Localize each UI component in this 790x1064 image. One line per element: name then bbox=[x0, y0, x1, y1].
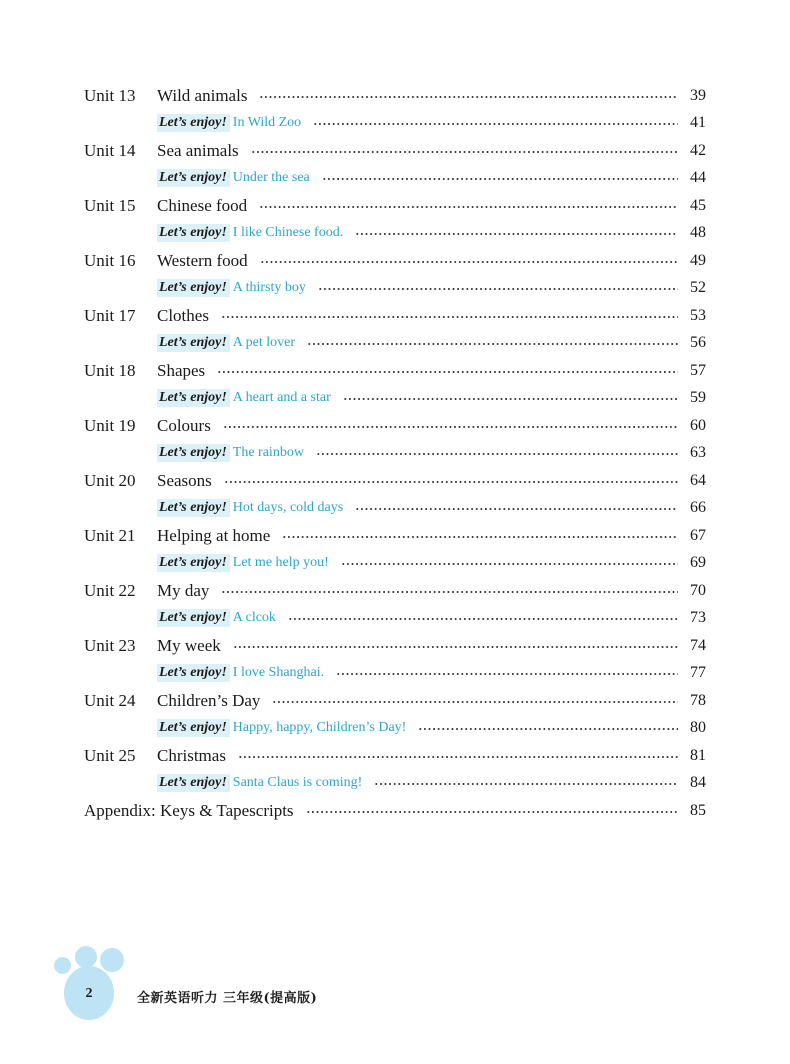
dot-leader bbox=[223, 426, 678, 428]
enjoy-wrap bbox=[157, 224, 343, 242]
toc-enjoy-entry[interactable] bbox=[84, 220, 706, 248]
dot-leader bbox=[221, 316, 678, 318]
toc-enjoy-entry[interactable] bbox=[84, 330, 706, 358]
toc-enjoy-entry[interactable] bbox=[84, 385, 706, 413]
dot-leader bbox=[355, 508, 678, 510]
dot-leader bbox=[313, 123, 678, 125]
toc-unit-entry[interactable] bbox=[84, 687, 706, 715]
lets-enjoy-label: Let’s enjoy! bbox=[157, 609, 230, 627]
unit-page-number: 81 bbox=[690, 746, 706, 764]
paw-print-icon bbox=[52, 944, 132, 1024]
enjoy-page-number: 84 bbox=[690, 774, 706, 792]
lets-enjoy-label: Let’s enjoy! bbox=[157, 169, 230, 187]
enjoy-page-number: 59 bbox=[690, 389, 706, 407]
toc-unit-entry[interactable] bbox=[84, 742, 706, 770]
unit-number: Unit 19 bbox=[84, 415, 136, 435]
unit-title: Seasons bbox=[157, 470, 212, 490]
unit-title: Colours bbox=[157, 415, 211, 435]
unit-number: Unit 13 bbox=[84, 85, 136, 105]
dot-leader bbox=[238, 756, 678, 758]
dot-leader bbox=[272, 701, 678, 703]
toc-unit-entry[interactable] bbox=[84, 632, 706, 660]
toc-enjoy-entry[interactable] bbox=[84, 660, 706, 688]
enjoy-wrap bbox=[157, 719, 406, 737]
appendix-entry[interactable] bbox=[84, 797, 706, 825]
unit-number: Unit 15 bbox=[84, 195, 136, 215]
enjoy-title: A thirsty boy bbox=[232, 280, 306, 296]
toc-unit-entry[interactable] bbox=[84, 82, 706, 110]
unit-page-number: 70 bbox=[690, 581, 706, 599]
unit-title: Chinese food bbox=[157, 195, 248, 215]
dot-leader bbox=[260, 261, 678, 263]
enjoy-page-number: 52 bbox=[690, 279, 706, 297]
unit-page-number: 57 bbox=[690, 361, 706, 379]
appendix-page-number: 85 bbox=[690, 801, 706, 819]
unit-page-number: 42 bbox=[690, 141, 706, 159]
dot-leader bbox=[307, 343, 678, 345]
lets-enjoy-label: Let’s enjoy! bbox=[157, 774, 230, 792]
enjoy-title: Hot days, cold days bbox=[232, 500, 344, 516]
lets-enjoy-label: Let’s enjoy! bbox=[157, 224, 230, 242]
dot-leader bbox=[336, 673, 678, 675]
appendix-title: Appendix: Keys & Tapescripts bbox=[84, 800, 294, 820]
dot-leader bbox=[217, 371, 678, 373]
unit-page-number: 49 bbox=[690, 251, 706, 269]
enjoy-title: The rainbow bbox=[232, 445, 304, 461]
enjoy-page-number: 66 bbox=[690, 499, 706, 517]
toc-unit-entry[interactable] bbox=[84, 137, 706, 165]
dot-leader bbox=[306, 811, 678, 813]
enjoy-title: Santa Claus is coming! bbox=[232, 775, 363, 791]
toc-unit-entry[interactable] bbox=[84, 412, 706, 440]
enjoy-page-number: 48 bbox=[690, 224, 706, 242]
enjoy-wrap bbox=[157, 279, 306, 297]
unit-title: Helping at home bbox=[157, 525, 271, 545]
unit-title: Shapes bbox=[157, 360, 206, 380]
toc-unit-entry[interactable] bbox=[84, 467, 706, 495]
dot-leader bbox=[322, 178, 678, 180]
unit-number: Unit 18 bbox=[84, 360, 136, 380]
unit-title: Clothes bbox=[157, 305, 209, 325]
unit-title: Western food bbox=[157, 250, 248, 270]
dot-leader bbox=[374, 783, 678, 785]
enjoy-wrap bbox=[157, 169, 310, 187]
enjoy-page-number: 73 bbox=[690, 609, 706, 627]
lets-enjoy-label: Let’s enjoy! bbox=[157, 499, 230, 517]
enjoy-wrap bbox=[157, 334, 295, 352]
unit-page-number: 78 bbox=[690, 691, 706, 709]
toc-enjoy-entry[interactable] bbox=[84, 715, 706, 743]
lets-enjoy-label: Let’s enjoy! bbox=[157, 664, 230, 682]
toc-enjoy-entry[interactable] bbox=[84, 495, 706, 523]
unit-title: My day bbox=[157, 580, 210, 600]
unit-number: Unit 17 bbox=[84, 305, 136, 325]
dot-leader bbox=[343, 398, 678, 400]
dot-leader bbox=[282, 536, 678, 538]
enjoy-title: In Wild Zoo bbox=[232, 115, 302, 131]
enjoy-title: A pet lover bbox=[232, 335, 295, 351]
book-title: 全新英语听力 三年级(提高版) bbox=[137, 991, 318, 1006]
enjoy-wrap bbox=[157, 444, 304, 462]
enjoy-page-number: 63 bbox=[690, 444, 706, 462]
enjoy-title: I love Shanghai. bbox=[232, 665, 325, 681]
dot-leader bbox=[233, 646, 678, 648]
dot-leader bbox=[259, 96, 678, 98]
toc-enjoy-entry[interactable] bbox=[84, 110, 706, 138]
enjoy-title: A heart and a star bbox=[232, 390, 331, 406]
enjoy-title: Let me help you! bbox=[232, 555, 329, 571]
enjoy-wrap bbox=[157, 499, 343, 517]
dot-leader bbox=[221, 591, 678, 593]
toc-enjoy-entry[interactable] bbox=[84, 550, 706, 578]
unit-number: Unit 25 bbox=[84, 745, 136, 765]
toc-unit-entry[interactable] bbox=[84, 192, 706, 220]
dot-leader bbox=[418, 728, 678, 730]
enjoy-page-number: 80 bbox=[690, 719, 706, 737]
page-number: 2 bbox=[85, 986, 93, 1001]
toc-unit-entry[interactable] bbox=[84, 357, 706, 385]
enjoy-page-number: 44 bbox=[690, 169, 706, 187]
unit-number: Unit 20 bbox=[84, 470, 136, 490]
unit-title: My week bbox=[157, 635, 221, 655]
enjoy-page-number: 69 bbox=[690, 554, 706, 572]
unit-page-number: 53 bbox=[690, 306, 706, 324]
lets-enjoy-label: Let’s enjoy! bbox=[157, 114, 230, 132]
unit-page-number: 60 bbox=[690, 416, 706, 434]
enjoy-wrap bbox=[157, 554, 329, 572]
unit-page-number: 39 bbox=[690, 86, 706, 104]
lets-enjoy-label: Let’s enjoy! bbox=[157, 279, 230, 297]
toc-enjoy-entry[interactable] bbox=[84, 440, 706, 468]
unit-number: Unit 14 bbox=[84, 140, 136, 160]
unit-number: Unit 23 bbox=[84, 635, 136, 655]
unit-page-number: 64 bbox=[690, 471, 706, 489]
lets-enjoy-label: Let’s enjoy! bbox=[157, 719, 230, 737]
enjoy-title: I like Chinese food. bbox=[232, 225, 344, 241]
unit-page-number: 45 bbox=[690, 196, 706, 214]
enjoy-page-number: 41 bbox=[690, 114, 706, 132]
unit-title: Sea animals bbox=[157, 140, 239, 160]
dot-leader bbox=[288, 618, 678, 620]
lets-enjoy-label: Let’s enjoy! bbox=[157, 389, 230, 407]
enjoy-wrap bbox=[157, 389, 331, 407]
dot-leader bbox=[355, 233, 678, 235]
unit-number: Unit 24 bbox=[84, 690, 136, 710]
toc-enjoy-entry[interactable] bbox=[84, 770, 706, 798]
toc-unit-entry[interactable] bbox=[84, 577, 706, 605]
dot-leader bbox=[251, 151, 678, 153]
enjoy-page-number: 77 bbox=[690, 664, 706, 682]
unit-title: Christmas bbox=[157, 745, 226, 765]
unit-number: Unit 21 bbox=[84, 525, 136, 545]
enjoy-wrap bbox=[157, 609, 276, 627]
lets-enjoy-label: Let’s enjoy! bbox=[157, 334, 230, 352]
enjoy-title: A clcok bbox=[232, 610, 276, 626]
unit-title: Wild animals bbox=[157, 85, 248, 105]
dot-leader bbox=[341, 563, 678, 565]
toc-enjoy-entry[interactable] bbox=[84, 275, 706, 303]
unit-page-number: 74 bbox=[690, 636, 706, 654]
lets-enjoy-label: Let’s enjoy! bbox=[157, 554, 230, 572]
dot-leader bbox=[259, 206, 678, 208]
enjoy-title: Under the sea bbox=[232, 170, 310, 186]
toc-unit-entry[interactable] bbox=[84, 247, 706, 275]
unit-title: Children’s Day bbox=[157, 690, 261, 710]
toc-unit-entry[interactable] bbox=[84, 522, 706, 550]
table-of-contents bbox=[84, 82, 706, 825]
dot-leader bbox=[224, 481, 678, 483]
dot-leader bbox=[318, 288, 678, 290]
enjoy-wrap bbox=[157, 114, 301, 132]
enjoy-wrap bbox=[157, 664, 324, 682]
toc-enjoy-entry[interactable] bbox=[84, 605, 706, 633]
enjoy-wrap bbox=[157, 774, 362, 792]
enjoy-page-number: 56 bbox=[690, 334, 706, 352]
toc-enjoy-entry[interactable] bbox=[84, 165, 706, 193]
toc-unit-entry[interactable] bbox=[84, 302, 706, 330]
lets-enjoy-label: Let’s enjoy! bbox=[157, 444, 230, 462]
unit-number: Unit 16 bbox=[84, 250, 136, 270]
unit-number: Unit 22 bbox=[84, 580, 136, 600]
dot-leader bbox=[316, 453, 678, 455]
unit-page-number: 67 bbox=[690, 526, 706, 544]
enjoy-title: Happy, happy, Children’s Day! bbox=[232, 720, 407, 736]
